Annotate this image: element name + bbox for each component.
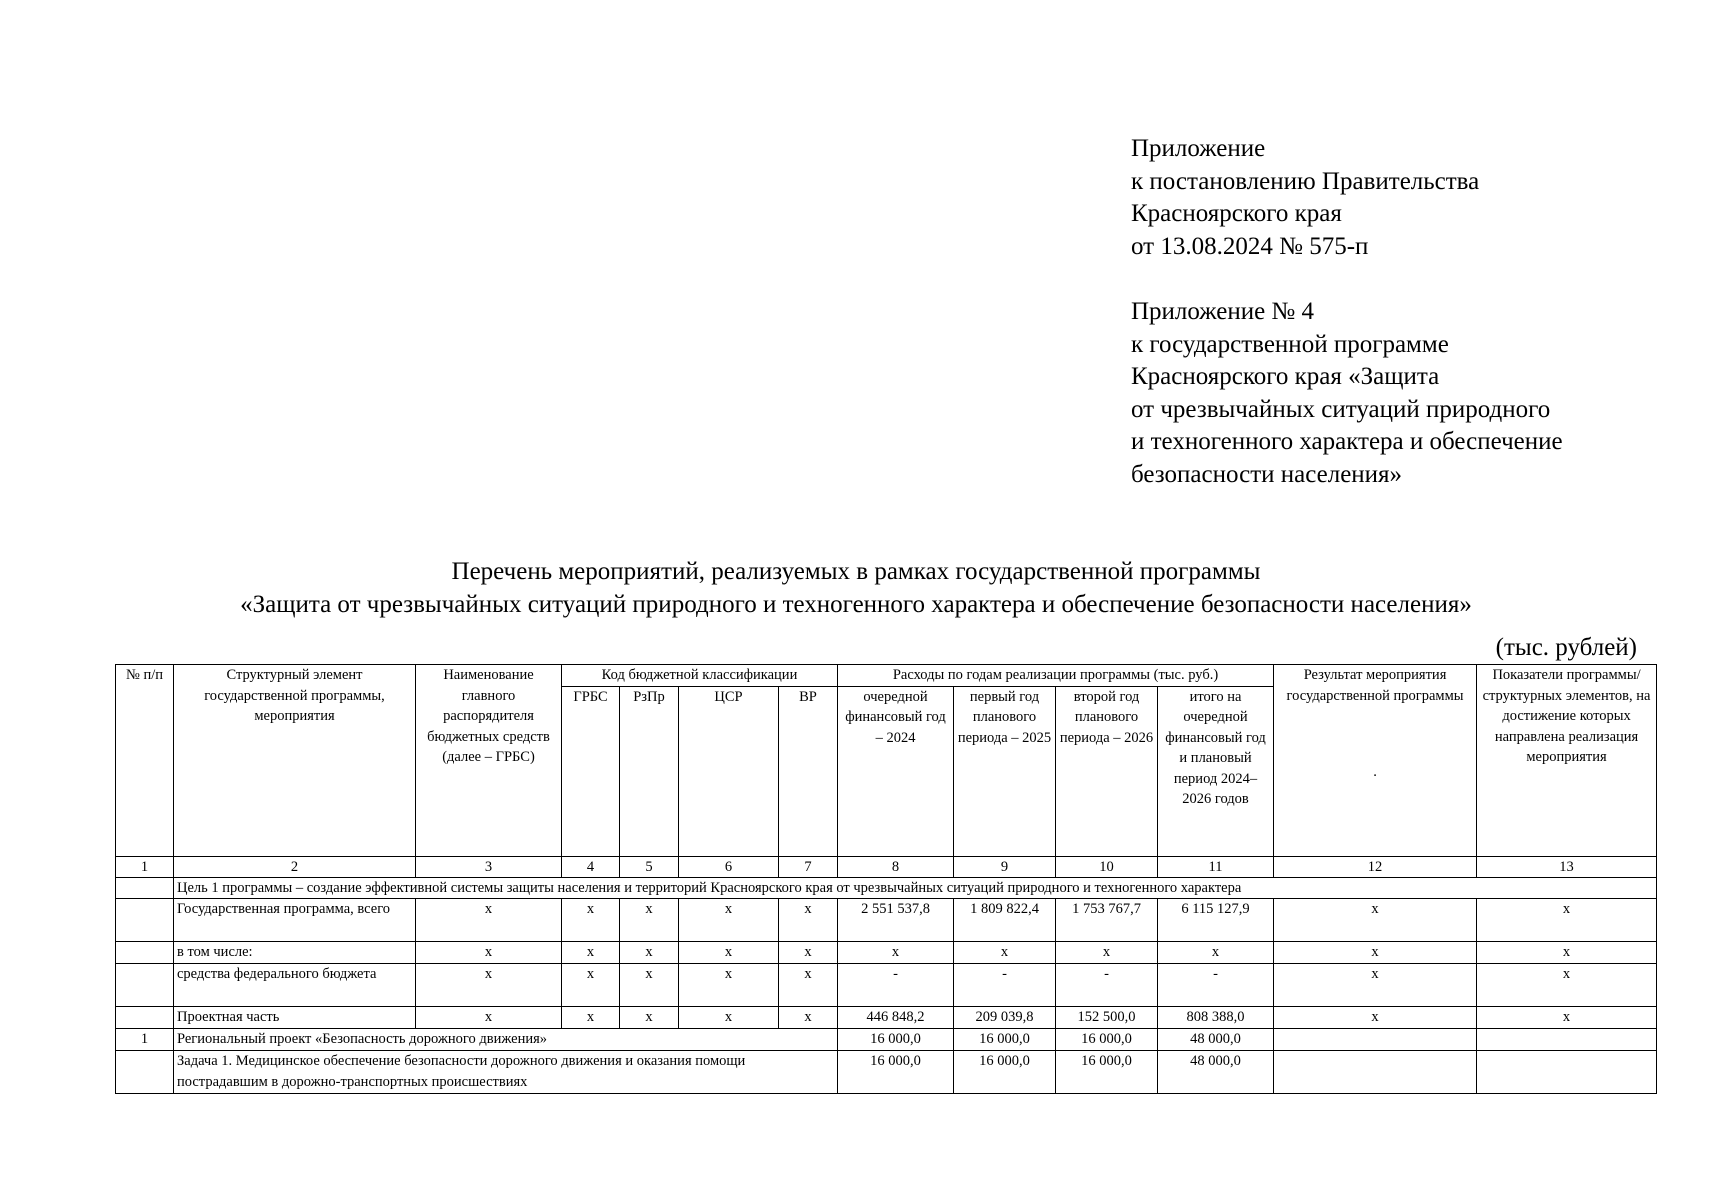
row-vr: x: [779, 964, 838, 1007]
title-line-2: «Защита от чрезвычайных ситуаций природного и техногенного характера и обеспечение безопасности населения»: [240, 591, 1472, 618]
appendix-line: Приложение: [1131, 135, 1266, 162]
row-y2025: 16 000,0: [954, 1051, 1056, 1094]
header-total: итого на очередной финансовый год и плановый период 2024–2026 годов: [1158, 686, 1274, 856]
header-result-mark: .: [1373, 764, 1377, 780]
row-result: x: [1274, 899, 1477, 942]
appendix-header: [1131, 133, 1563, 491]
row-total: 808 388,0: [1158, 1007, 1274, 1029]
row-num: [116, 964, 174, 1007]
title-line-1: Перечень мероприятий, реализуемых в рамках государственной программы: [451, 558, 1261, 585]
header-result-text: Результат мероприятия государственной программы: [1286, 667, 1464, 704]
column-number: 9: [954, 856, 1056, 877]
row-y2025: 16 000,0: [954, 1029, 1056, 1051]
column-number: 5: [620, 856, 679, 877]
row-indicators: [1477, 1051, 1657, 1094]
row-y2025: -: [954, 964, 1056, 1007]
row-y2024: -: [838, 964, 954, 1007]
row-y2024: 446 848,2: [838, 1007, 954, 1029]
row-name: Государственная программа, всего: [174, 899, 416, 942]
table-row: [116, 899, 1657, 942]
row-num: [116, 1051, 174, 1094]
row-name: средства федерального бюджета: [174, 964, 416, 1007]
project-row: [116, 1029, 1657, 1051]
row-grbs-name: x: [416, 942, 562, 964]
appendix-line: безопасности населения»: [1131, 460, 1403, 488]
row-vr: x: [779, 942, 838, 964]
row-num: [116, 1007, 174, 1029]
row-y2024: 2 551 537,8: [838, 899, 954, 942]
header-expenses: Расходы по годам реализации программы (тыс. руб.): [838, 665, 1274, 687]
header-grbs-name: Наименование главного распорядителя бюджетных средств (далее – ГРБС): [416, 665, 562, 857]
row-num: [116, 899, 174, 942]
task-row: [116, 1051, 1657, 1094]
document-title: [0, 555, 1712, 621]
goal-row: [116, 877, 1657, 899]
appendix-line: Красноярского края «Защита: [1131, 363, 1440, 390]
project-name: Региональный проект «Безопасность дорожного движения»: [174, 1029, 838, 1051]
row-y2026: 16 000,0: [1056, 1051, 1158, 1094]
row-rzpr: x: [620, 1007, 679, 1029]
header-year-2026: второй год планового периода – 2026: [1056, 686, 1158, 856]
row-y2026: 1 753 767,7: [1056, 899, 1158, 942]
row-indicators: [1477, 1029, 1657, 1051]
header-result: [1274, 665, 1477, 857]
goal-text: Цель 1 программы – создание эффективной системы защиты населения и территорий Красноярского края от чрезвычайных ситуаций природного и техногенного характера: [174, 877, 1657, 899]
row-name: в том числе:: [174, 942, 416, 964]
row-total: 48 000,0: [1158, 1051, 1274, 1094]
column-number: 1: [116, 856, 174, 877]
row-num: 1: [116, 1029, 174, 1051]
appendix-line: Приложение № 4: [1131, 298, 1315, 325]
activities-table: [115, 664, 1657, 1094]
units-label: (тыс. рублей): [1495, 634, 1637, 661]
header-indicators: Показатели программы/ структурных элементов, на достижение которых направлена реализация мероприятия: [1477, 665, 1657, 857]
row-grbs: x: [562, 942, 620, 964]
appendix-line: Красноярского края: [1131, 200, 1342, 227]
table-header-row: [116, 665, 1657, 687]
appendix-line: от чрезвычайных ситуаций природного: [1131, 395, 1551, 423]
column-number: 2: [174, 856, 416, 877]
header-rzpr: РзПр: [620, 686, 679, 856]
row-grbs: x: [562, 899, 620, 942]
row-csr: x: [679, 942, 779, 964]
table-row: [116, 942, 1657, 964]
row-indicators: x: [1477, 964, 1657, 1007]
row-y2025: x: [954, 942, 1056, 964]
appendix-line: и техногенного характера и обеспечение: [1131, 428, 1563, 455]
header-year-2025: первый год планового периода – 2025: [954, 686, 1056, 856]
appendix-line: к постановлению Правительства: [1131, 167, 1480, 195]
column-numbers-row: [116, 856, 1657, 877]
column-number: 11: [1158, 856, 1274, 877]
header-csr: ЦСР: [679, 686, 779, 856]
row-total: 48 000,0: [1158, 1029, 1274, 1051]
row-csr: x: [679, 899, 779, 942]
row-y2025: 209 039,8: [954, 1007, 1056, 1029]
header-year-2024: очередной финансовый год – 2024: [838, 686, 954, 856]
header-budget-code: Код бюджетной классификации: [562, 665, 838, 687]
row-total: -: [1158, 964, 1274, 1007]
row-y2026: 16 000,0: [1056, 1029, 1158, 1051]
row-total: x: [1158, 942, 1274, 964]
row-y2026: -: [1056, 964, 1158, 1007]
row-grbs-name: x: [416, 964, 562, 1007]
header-vr: ВР: [779, 686, 838, 856]
row-indicators: x: [1477, 1007, 1657, 1029]
row-vr: x: [779, 899, 838, 942]
row-result: [1274, 1029, 1477, 1051]
row-indicators: x: [1477, 899, 1657, 942]
column-number: 12: [1274, 856, 1477, 877]
row-grbs-name: x: [416, 1007, 562, 1029]
row-grbs: x: [562, 1007, 620, 1029]
task-name: Задача 1. Медицинское обеспечение безопасности дорожного движения и оказания помощи пострадавшим в дорожно-транспортных происшествиях: [174, 1051, 838, 1094]
row-num: [116, 942, 174, 964]
row-grbs-name: x: [416, 899, 562, 942]
header-grbs: ГРБС: [562, 686, 620, 856]
row-csr: x: [679, 964, 779, 1007]
appendix-line: к государственной программе: [1131, 330, 1449, 358]
row-csr: x: [679, 1007, 779, 1029]
column-number: 7: [779, 856, 838, 877]
row-result: [1274, 1051, 1477, 1094]
column-number: 8: [838, 856, 954, 877]
row-result: x: [1274, 964, 1477, 1007]
row-result: x: [1274, 942, 1477, 964]
row-rzpr: x: [620, 899, 679, 942]
row-name: Проектная часть: [174, 1007, 416, 1029]
row-y2026: 152 500,0: [1056, 1007, 1158, 1029]
header-num: № п/п: [116, 665, 174, 857]
table-row: [116, 964, 1657, 1007]
row-grbs: x: [562, 964, 620, 1007]
table-row: [116, 1007, 1657, 1029]
column-number: 4: [562, 856, 620, 877]
column-number: 3: [416, 856, 562, 877]
row-y2024: 16 000,0: [838, 1051, 954, 1094]
row-total: 6 115 127,9: [1158, 899, 1274, 942]
header-element: Структурный элемент государственной программы, мероприятия: [174, 665, 416, 857]
column-number: 13: [1477, 856, 1657, 877]
appendix-line: от 13.08.2024 № 575-п: [1131, 232, 1369, 260]
row-result: x: [1274, 1007, 1477, 1029]
row-rzpr: x: [620, 964, 679, 1007]
row-rzpr: x: [620, 942, 679, 964]
row-vr: x: [779, 1007, 838, 1029]
column-number: 10: [1056, 856, 1158, 877]
row-indicators: x: [1477, 942, 1657, 964]
row-y2024: 16 000,0: [838, 1029, 954, 1051]
column-number: 6: [679, 856, 779, 877]
row-y2024: x: [838, 942, 954, 964]
row-y2026: x: [1056, 942, 1158, 964]
row-y2025: 1 809 822,4: [954, 899, 1056, 942]
